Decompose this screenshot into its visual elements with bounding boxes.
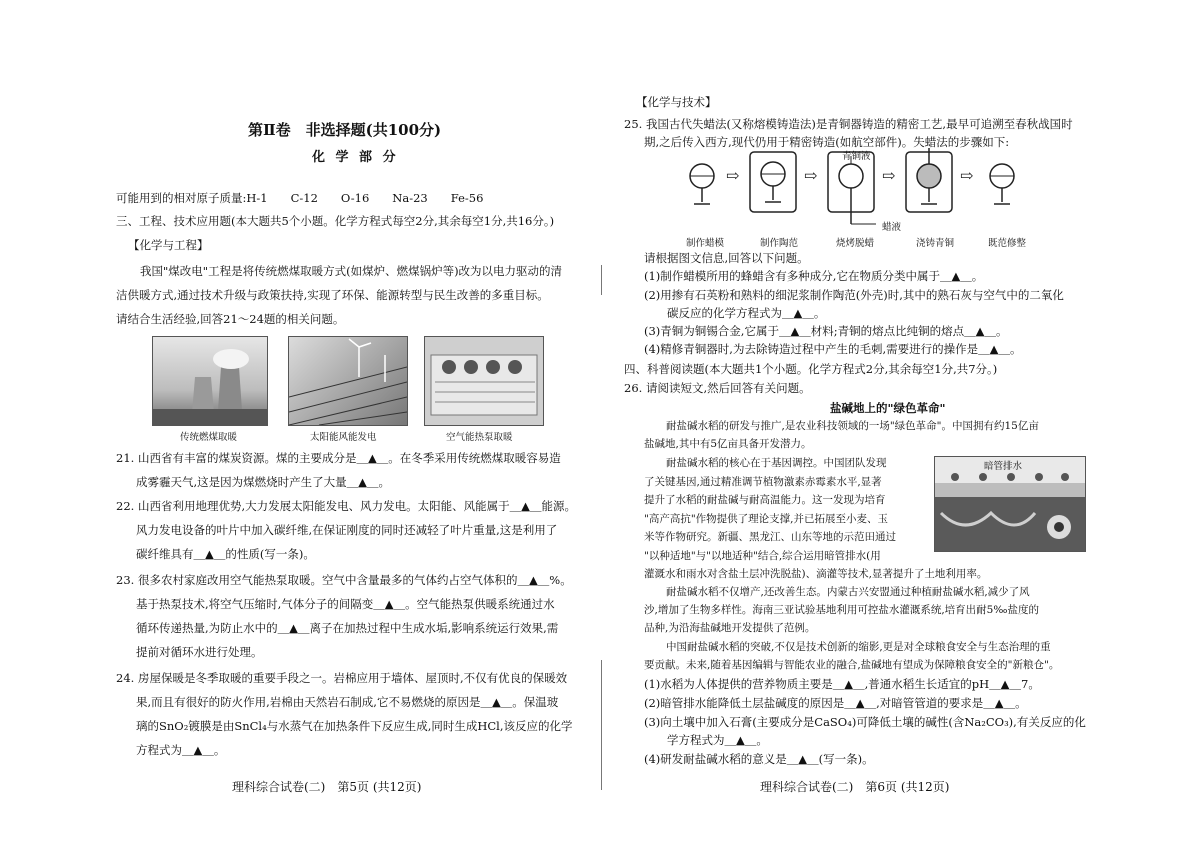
q25-intro-line: 25. 我国古代失蜡法(又称熔模铸造法)是青铜器铸造的精密工艺,最早可追溯至春秋战国时 [624, 117, 1073, 131]
article-line: 了关键基因,通过精准调节植物激素赤霉素水平,显著 [644, 476, 882, 488]
q26-heading: 26. 请阅读短文,然后回答有关问题。 [624, 381, 811, 395]
step-label: 制作蜡模 [686, 238, 725, 249]
step-label: 既范修整 [988, 238, 1027, 249]
solar-wind-photo [288, 336, 408, 426]
page-footer: 理科综合试卷(二) 第5页 (共12页) [232, 780, 422, 794]
q25-line: 请根据图文信息,回答以下问题。 [644, 251, 809, 265]
q23-line: 循环传递热量,为防止水中的＿▲＿离子在加热过程中生成水垢,影响系统运行效果,需 [136, 621, 559, 635]
article-line: 盐碱地,其中有5亿亩具备开发潜力。 [644, 438, 812, 450]
bronze-liquid-label: 青铜液 [842, 151, 871, 162]
q24-line: 果,而且有很好的防火作用,岩棉由天然岩石制成,它不易燃烧的原因是＿▲＿。保温玻 [136, 695, 559, 709]
article-line: 要贡献。未来,随着基因编辑与智能农业的融合,盐碱地有望成为保障粮食安全的"新粮仓"。 [644, 659, 1060, 671]
svg-text:⇨: ⇨ [960, 166, 974, 185]
q24-line: 方程式为＿▲＿。 [136, 743, 226, 757]
article-line: 品种,为沿海盐碱地开发提供了范例。 [644, 622, 816, 634]
q22-line: 风力发电设备的叶片中加入碳纤维,在保证刚度的同时还减轻了叶片重量,这是利用了 [136, 523, 558, 537]
tag-chem-engineering: 【化学与工程】 [128, 238, 209, 252]
article-title: 盐碱地上的"绿色革命" [830, 401, 946, 415]
q25-line: (4)精修青铜器时,为去除铸造过程中产生的毛刺,需要进行的操作是＿▲＿。 [644, 342, 1022, 356]
photo-caption: 传统燃煤取暖 [180, 432, 238, 443]
q26-line: (2)暗管排水能降低土层盐碱度的原因是＿▲＿,对暗管管道的要求是＿▲＿。 [644, 696, 1027, 710]
article-line: 沙,增加了生物多样性。海南三亚试验基地利用可控盐水灌溉系统,培育出耐5‰盐度的 [644, 604, 1039, 616]
svg-text:⇨: ⇨ [882, 166, 896, 185]
article-line: "高产高抗"作物提供了理论支撑,并已拓展至小麦、玉 [644, 513, 888, 525]
article-line: 中国耐盐碱水稻的突破,不仅是技术创新的缩影,更是对全球粮食安全与生态治理的重 [666, 641, 1051, 653]
q25-line: (3)青铜为铜锡合金,它属于＿▲＿材料;青铜的熔点比纯铜的熔点＿▲＿。 [644, 324, 1008, 338]
q25-intro-line: 期,之后传入西方,现代仍用于精密铸造(如航空部件)。失蜡法的步骤如下: [644, 135, 1010, 149]
page-footer: 理科综合试卷(二) 第6页 (共12页) [760, 780, 950, 794]
step-label: 制作陶范 [760, 238, 799, 249]
section4-heading: 四、科普阅读题(本大题共1个小题。化学方程式2分,其余每空1分,共7分。) [624, 362, 998, 376]
q26-line: (1)水稻为人体提供的营养物质主要是＿▲＿,普通水稻生长适宜的pH＿▲＿7。 [644, 677, 1040, 691]
inset-caption: 暗管排水 [984, 461, 1023, 472]
q24-line: 24. 房屋保暖是冬季取暖的重要手段之一。岩棉应用于墙体、屋顶时,不仅有优良的保暖效 [116, 671, 568, 685]
section3-heading: 三、工程、技术应用题(本大题共5个小题。化学方程式每空2分,其余每空1分,共16分。) [116, 214, 555, 228]
heat-pump-photo [424, 336, 544, 426]
intro-line: 请结合生活经验,回答21～24题的相关问题。 [116, 312, 345, 326]
q22-line: 碳纤维具有＿▲＿的性质(写一条)。 [136, 547, 315, 561]
q24-line: 璃的SnO₂镀膜是由SnCl₄与水蒸气在加热条件下反应生成,同时生成HCl,该反应的化学 [136, 719, 573, 733]
q23-line: 23. 很多农村家庭改用空气能热泵取暖。空气中含量最多的气体约占空气体积的＿▲＿%。 [116, 573, 572, 587]
q25-line: (2)用掺有石英粉和熟料的细泥浆制作陶范(外壳)时,其中的熟石灰与空气中的二氧化 [644, 288, 1064, 302]
intro-line: 我国"煤改电"工程是将传统燃煤取暖方式(如煤炉、燃煤锅炉等)改为以电力驱动的清 [140, 264, 563, 278]
intro-line: 洁供暖方式,通过技术升级与政策扶持,实现了环保、能源转型与民生改善的多重目标。 [116, 288, 549, 302]
step-label: 浇铸青铜 [916, 238, 955, 249]
tag-chem-technology: 【化学与技术】 [636, 95, 717, 109]
wax-model-icon [690, 164, 714, 204]
step-label: 烧烤脱蜡 [836, 238, 875, 249]
q23-line: 基于热泵技术,将空气压缩时,气体分子的间隔变＿▲＿。空气能热泵供暖系统通过水 [136, 597, 555, 611]
article-line: 提升了水稻的耐盐碱与耐高温能力。这一发现为培育 [644, 494, 886, 506]
q21-line: 成雾霾天气,这是因为煤燃烧时产生了大量＿▲＿。 [136, 475, 390, 489]
photo-caption: 空气能热泵取暖 [446, 432, 513, 443]
coal-heating-photo [152, 336, 268, 426]
q21-line: 21. 山西省有丰富的煤炭资源。煤的主要成分是＿▲＿。在冬季采用传统燃煤取暖容易造 [116, 451, 561, 465]
q26-line: (3)向土壤中加入石膏(主要成分是CaSO₄)可降低土壤的碱性(含Na₂CO₃),有关反应的化 [644, 715, 1086, 729]
q25-line: 碳反应的化学方程式为＿▲＿。 [644, 306, 826, 320]
right-page [600, 0, 1200, 849]
svg-text:⇨: ⇨ [804, 166, 818, 185]
article-line: 耐盐碱水稻的研发与推广,是农业科技领域的一场"绿色革命"。中国拥有约15亿亩 [666, 420, 1039, 432]
arrow-icon: ⇨ [726, 166, 740, 185]
q26-line: (4)研发耐盐碱水稻的意义是＿▲＿(写一条)。 [644, 752, 874, 766]
q23-line: 提前对循环水进行处理。 [136, 645, 263, 659]
atomic-mass-line: 可能用到的相对原子质量:H-1 C-12 O-16 Na-23 Fe-56 [116, 191, 484, 205]
section-title: 第Ⅱ卷 非选择题(共100分) [248, 121, 442, 139]
article-line: 耐盐碱水稻的核心在于基因调控。中国团队发现 [666, 457, 887, 469]
q22-line: 22. 山西省利用地理优势,大力发展太阳能发电、风力发电。太阳能、风能属于＿▲＿能源。 [116, 499, 576, 513]
sub-title: 化 学 部 分 [312, 150, 399, 165]
q26-line: 学方程式为＿▲＿。 [644, 733, 768, 747]
article-line: 灌溉水和雨水对含盐土层冲洗脱盐)、滴灌等技术,显著提升了土地利用率。 [644, 568, 988, 580]
q25-line: (1)制作蜡模所用的蜂蜡含有多种成分,它在物质分类中属于＿▲＿。 [644, 269, 984, 283]
photo-caption: 太阳能风能发电 [310, 432, 377, 443]
article-line: "以种适地"与"以地适种"结合,综合运用暗管排水(用 [644, 550, 881, 562]
lost-wax-diagram [680, 148, 1100, 228]
article-line: 米等作物研究。新疆、黑龙江、山东等地的示范田通过 [644, 531, 896, 543]
wax-liquid-label: 蜡液 [882, 222, 902, 233]
article-line: 耐盐碱水稻不仅增产,还改善生态。内蒙古兴安盟通过种植耐盐碱水稻,减少了风 [666, 586, 1030, 598]
